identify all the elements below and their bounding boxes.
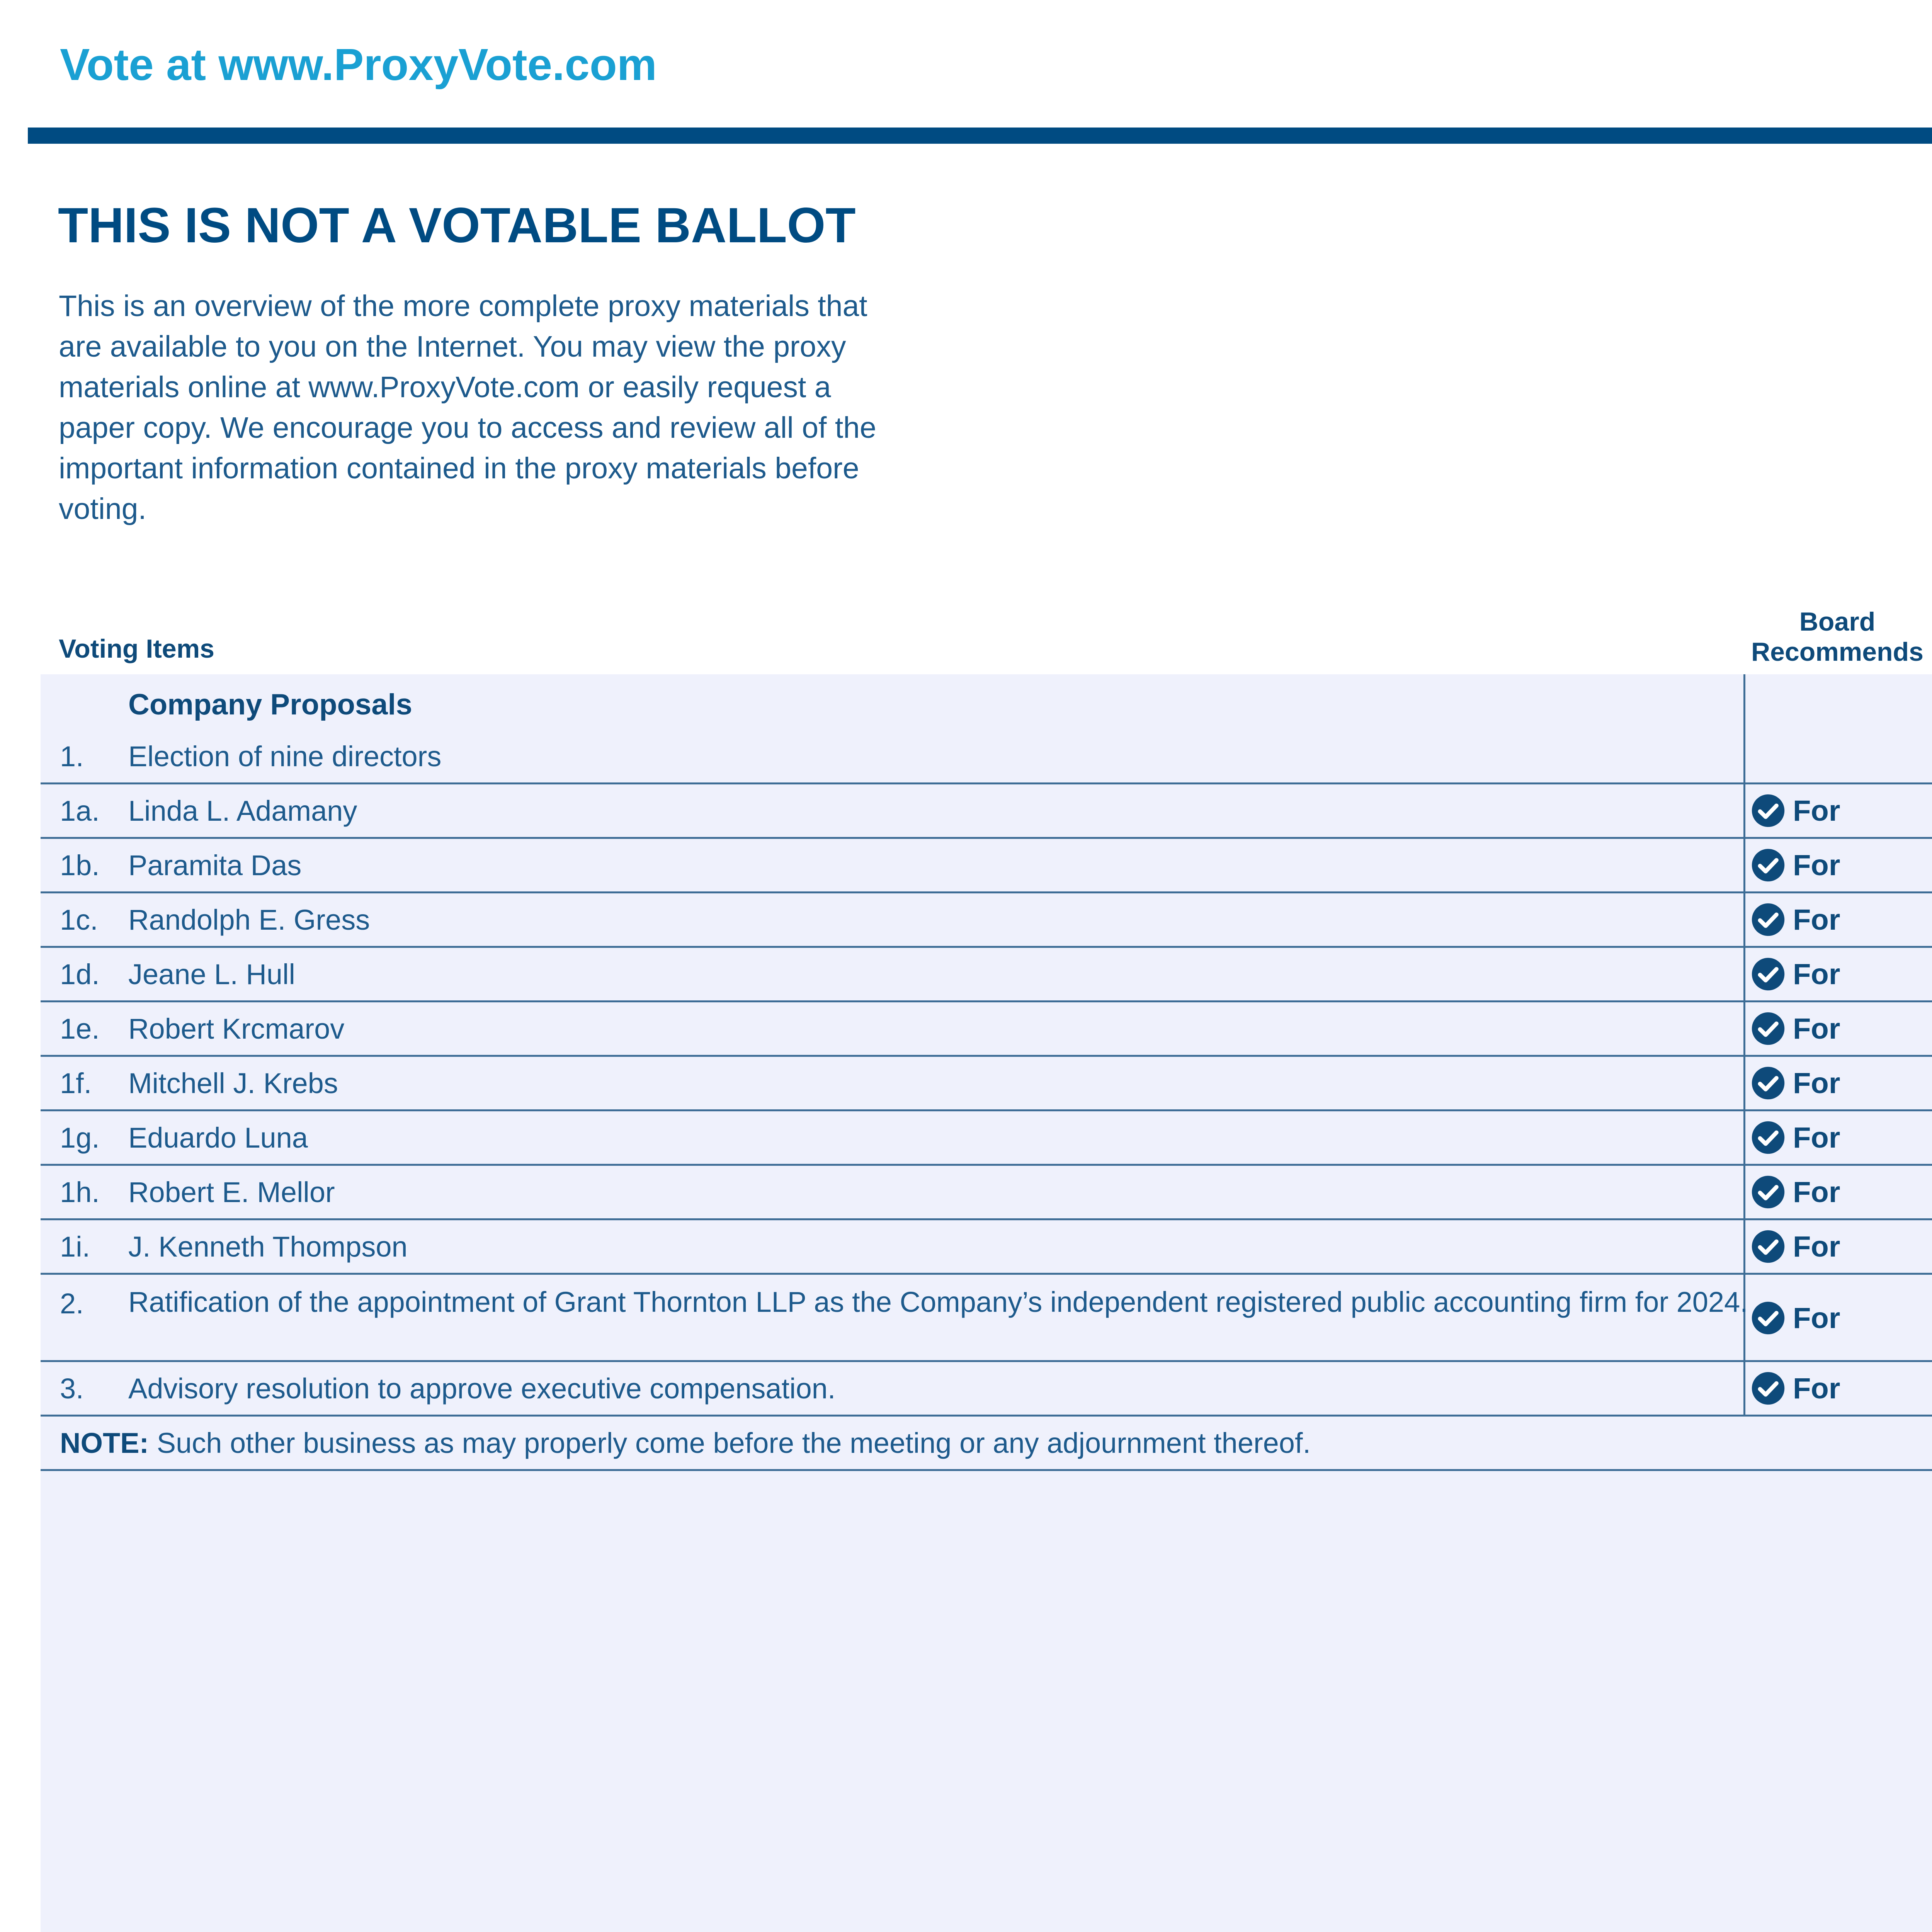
table-row <box>41 1002 1932 1057</box>
item-number: 2. <box>60 1287 84 1320</box>
item-number: 1a. <box>60 795 100 827</box>
note-body: Such other business as may properly come before the meeting or any adjournment thereof. <box>149 1427 1311 1459</box>
board-recommendation <box>1750 1229 1840 1264</box>
check-circle-icon <box>1750 956 1786 992</box>
item-number: 1d. <box>60 958 100 990</box>
director-name: Mitchell J. Krebs <box>128 1067 338 1099</box>
page-title: THIS IS NOT A VOTABLE BALLOT <box>58 198 856 253</box>
board-recommends-header <box>1741 607 1932 667</box>
table-row <box>41 948 1932 1002</box>
table-row-item-3 <box>41 1362 1932 1417</box>
board-recommendation <box>1750 902 1840 937</box>
item-number: 1e. <box>60 1013 100 1045</box>
voting-items-header: Voting Items <box>59 634 214 663</box>
recommendation-label: For <box>1793 849 1840 882</box>
proxyvote-link[interactable]: Vote at www.ProxyVote.com <box>60 39 657 90</box>
board-recommendation <box>1750 1011 1840 1046</box>
table-row <box>41 893 1932 948</box>
check-circle-icon <box>1750 1011 1786 1046</box>
item-text: Ratification of the appointment of Grant Thornton LLP as the Company’s independent registered public accounting firm for 2024. <box>128 1286 1748 1318</box>
intro-line: important information contained in the proxy materials before <box>59 452 859 485</box>
director-name: Randolph E. Gress <box>128 904 370 936</box>
recommendation-label: For <box>1793 1175 1840 1209</box>
table-row-item-1 <box>41 674 1932 784</box>
note-text <box>60 1427 1311 1459</box>
recommendation-label: For <box>1793 1301 1840 1335</box>
director-name: Robert Krcmarov <box>128 1013 345 1045</box>
recommendation-label: For <box>1793 1012 1840 1045</box>
recommendation-label: For <box>1793 1066 1840 1100</box>
board-recommendation <box>1750 1120 1840 1155</box>
table-row <box>41 784 1932 839</box>
intro-line: are available to you on the Internet. You may view the proxy <box>59 330 846 363</box>
item-number: 1i. <box>60 1231 90 1263</box>
board-recommendation <box>1750 847 1840 883</box>
director-name: Eduardo Luna <box>128 1122 308 1154</box>
board-recommendation <box>1750 1065 1840 1101</box>
check-circle-icon <box>1750 902 1786 937</box>
item-number: 1b. <box>60 849 100 881</box>
board-recommendation <box>1750 956 1840 992</box>
board-recommendation <box>1750 1174 1840 1210</box>
board-header-line: Recommends <box>1751 637 1923 667</box>
item-text: Election of nine directors <box>128 740 442 772</box>
recommendation-label: For <box>1793 1121 1840 1154</box>
table-row <box>41 1220 1932 1275</box>
section-heading: Company Proposals <box>128 688 412 721</box>
intro-paragraph <box>59 286 947 529</box>
intro-line: materials online at www.ProxyVote.com or easily request a <box>59 371 831 404</box>
board-recommendation <box>1750 793 1840 828</box>
item-text: Advisory resolution to approve executive compensation. <box>128 1372 836 1405</box>
item-number: 3. <box>60 1372 84 1405</box>
note-row <box>41 1417 1932 1471</box>
table-row <box>41 1166 1932 1220</box>
item-number: 1h. <box>60 1176 100 1208</box>
table-row-item-2 <box>41 1275 1932 1362</box>
intro-line: voting. <box>59 492 146 526</box>
check-circle-icon <box>1750 847 1786 883</box>
table-row <box>41 1111 1932 1166</box>
check-circle-icon <box>1750 1229 1786 1264</box>
recommendation-label: For <box>1793 794 1840 827</box>
check-circle-icon <box>1750 793 1786 828</box>
recommendation-label: For <box>1793 957 1840 991</box>
header-rule <box>28 128 1932 144</box>
check-circle-icon <box>1750 1065 1786 1101</box>
intro-line: This is an overview of the more complete proxy materials that <box>59 289 867 323</box>
board-recommendation <box>1750 1300 1840 1336</box>
director-name: Jeane L. Hull <box>128 958 295 990</box>
director-name: Paramita Das <box>128 849 302 881</box>
item-number: 1g. <box>60 1122 100 1154</box>
item-number: 1c. <box>60 904 98 936</box>
note-label: NOTE: <box>60 1427 149 1459</box>
intro-line: paper copy. We encourage you to access and review all of the <box>59 411 876 444</box>
check-circle-icon <box>1750 1300 1786 1336</box>
check-circle-icon <box>1750 1174 1786 1210</box>
recommendation-label: For <box>1793 903 1840 936</box>
check-circle-icon <box>1750 1120 1786 1155</box>
director-name: J. Kenneth Thompson <box>128 1231 408 1263</box>
check-circle-icon <box>1750 1371 1786 1406</box>
recommendation-label: For <box>1793 1372 1840 1405</box>
table-row <box>41 839 1932 893</box>
director-name: Linda L. Adamany <box>128 795 357 827</box>
item-number: 1. <box>60 740 84 772</box>
item-number: 1f. <box>60 1067 92 1099</box>
recommendation-label: For <box>1793 1230 1840 1263</box>
director-name: Robert E. Mellor <box>128 1176 335 1208</box>
board-header-line: Board <box>1799 607 1876 636</box>
table-row <box>41 1057 1932 1111</box>
board-recommendation <box>1750 1371 1840 1406</box>
